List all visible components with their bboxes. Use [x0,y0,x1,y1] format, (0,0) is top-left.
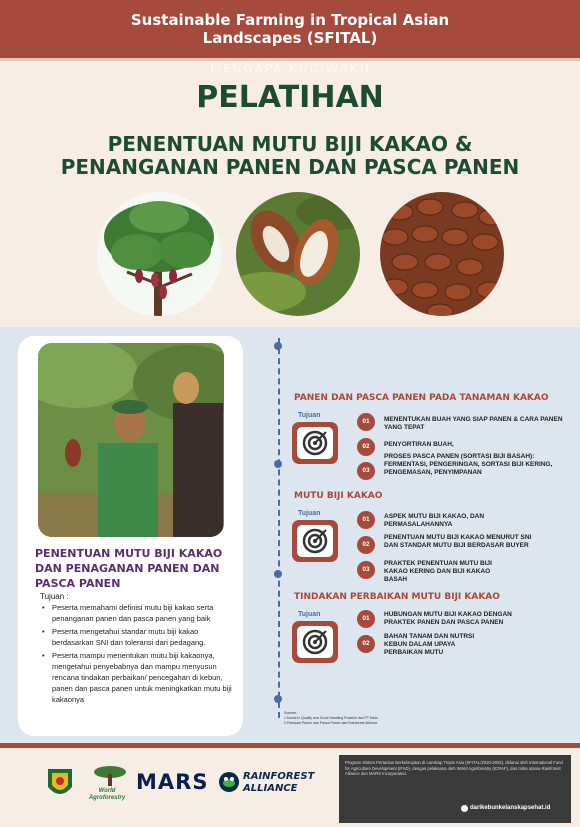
timeline-dot [274,570,282,578]
section-tujuan: Tujuan [298,412,321,419]
item-text: PRAKTEK PENENTUAN MUTU BIJI KAKAO KERING DAN BIJI KAKAO BASAH [384,560,492,583]
target-icon [292,422,338,464]
timeline-line [278,338,280,718]
banner-title-line1: Sustainable Farming in Tropical Asian [130,11,450,29]
cacao-tree-image [97,192,221,316]
item-text: HUBUNGAN MUTU BIJI KAKAO DENGAN PRAKTEK PANEN DAN PASCA PANEN [384,611,512,626]
item-number: 01 [357,511,375,529]
item-number: 02 [357,635,375,653]
program-info-text: Program Sistem Pertanian Berkelanjutan di Lanskap Tropis Asia (SFITAL/2020-2025), didanai oleh International Fund for Agriculture Development (IFAD), dengan pelaksana oleh World Agroforestry (ICRAF), dan mitra utama Rainforest Alliance dan MARS Incorporated. [345,760,563,777]
item-number: 02 [357,438,375,456]
world-agroforestry-logo: World Agroforestry [88,788,126,801]
item-number: 03 [357,462,375,480]
frog-icon [218,771,240,793]
item-number: 02 [357,536,375,554]
mars-logo: MARS [136,770,209,794]
card-tujuan-label: Tujuan : [40,592,69,601]
website-link[interactable]: darikebunkelanskapsehat.id [470,805,551,811]
rainforest-alliance-logo [243,771,314,795]
banner-stripe [0,58,580,61]
world-agroforestry-tree-logo [92,764,128,786]
section-heading: TINDAKAN PERBAIKAN MUTU BIJI KAKAO [294,592,500,602]
card-title [35,546,235,591]
item-text: MENENTUKAN BUAH YANG SIAP PANEN & CARA PANEN YANG TEPAT [384,416,563,431]
target-icon [292,520,338,562]
subtitle-line1: PENENTUAN MUTU BIJI KAKAO & [107,132,473,156]
card-objective: • Peserta mampu menentukan mutu biji kakaonya, mengetahui penyebabnya dan mampu menyusun rencana tindakan perbaikan/ pencegahan di kebun, panen dan pasca panen untuk meningkatkan mutu biji kakaonya [42,650,237,705]
section-tujuan: Tujuan [298,510,321,517]
subtitle-line2: PENANGANAN PANEN DAN PASCA PANEN [60,155,520,179]
timeline-dot [274,460,282,468]
section-heading: PANEN DAN PASCA PANEN PADA TANAMAN KAKAO [294,393,549,403]
card-objectives [42,602,237,707]
item-text: PROSES PASCA PANEN (SORTASI BIJI BASAH): FERMENTASI, PENGERINGAN, SORTASI BIJI KERING, PENGEMASAN, PENYIMPANAN [384,453,553,476]
item-number: 03 [357,561,375,579]
cacao-pod-image [236,192,360,316]
cacao-beans-image [380,192,504,316]
source-line: 1.Modul in Quality and Good Handling Practice dari PT Mars [284,716,378,720]
top-banner [0,0,580,58]
page-title: PELATIHAN [196,80,384,115]
item-number: 01 [357,610,375,628]
timeline-dot [274,695,282,703]
card-title-line2: DAN PENAGANAN PANEN DAN [35,562,220,575]
card-title-line1: PENENTUAN MUTU BIJI KAKAO [35,547,223,560]
rainforest-line2: ALLIANCE [243,783,298,794]
item-text: PENENTUAN MUTU BIJI KAKAO MENURUT SNI DAN STANDAR MUTU BIJI BERDASAR BUYER [384,534,532,549]
card-objective: • Peserta mengetahui standar mutu biji kakao berdasarkan SNI dan toleransi dari pedagang. [42,626,237,648]
sources-label: Sumber : [284,711,299,715]
farmers-photo [38,343,224,537]
card-title-line3: PASCA PANEN [35,577,121,590]
item-text: PENYORTIRAN BUAH, [384,441,454,448]
timeline-dot [274,342,282,350]
item-number: 01 [357,413,375,431]
section-heading: MUTU BIJI KAKAO [294,491,383,501]
item-text: BAHAN TANAM DAN NUTRSI KEBUN DALAM UPAYA PERBAIKAN MUTU [384,633,475,656]
item-text: ASPEK MUTU BIJI KAKAO, DAN PERMASALAHANNYA [384,513,485,528]
kicker-text: MENGAPA KUGIWAKU [209,62,371,76]
section-tujuan: Tujuan [298,611,321,618]
source-line: 2.Panduan Panen dan Pasca Panen dari Rainforest Alliance [284,721,378,725]
web-icon [461,805,468,812]
target-icon [292,621,338,663]
card-objective: • Peserta memahami definisi mutu biji kakao serta penanganan panen dan pasca panen yang baik [42,602,237,624]
rainforest-line1: RAINFOREST [243,771,315,782]
government-emblem-logo [45,765,75,801]
sources [284,711,434,726]
banner-title-line2: Landscapes (SFITAL) [202,29,378,47]
